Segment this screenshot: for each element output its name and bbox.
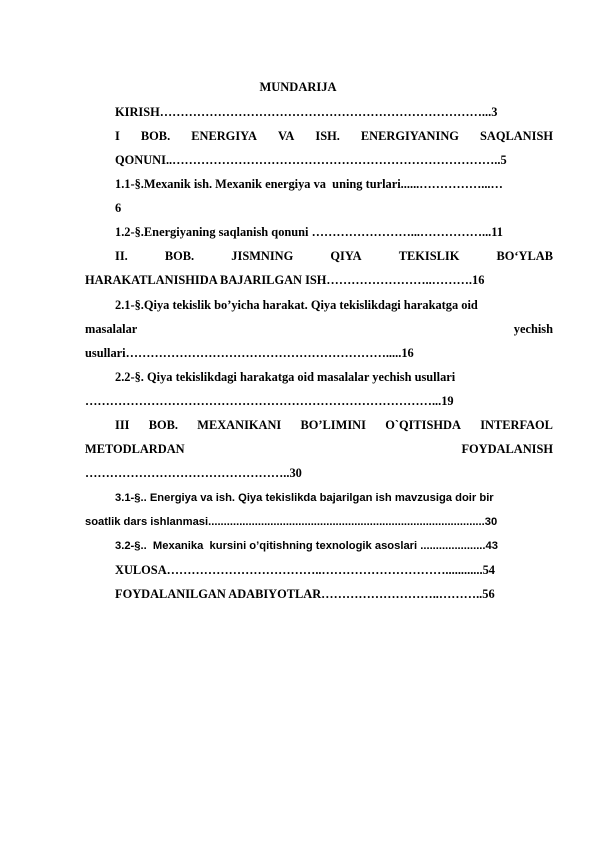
- toc-entry-s21-line2: [85, 322, 553, 336]
- toc-entry-s12: 1.2-§.Energiyaning saqlanish qonuni ……………………...……………...11: [115, 225, 503, 239]
- word: MEXANIKANI: [197, 418, 282, 432]
- word: II.: [115, 249, 128, 263]
- word: TEKISLIK: [398, 249, 460, 263]
- toc-entry-adabiyot: FOYDALANILGAN ADABIYOTLAR………………………..………..56: [115, 587, 495, 601]
- toc-entry-s11-line2: 6: [115, 201, 122, 215]
- toc-entry-bob1-line2: QONUNI..……………………………………………………………………..5: [115, 153, 507, 167]
- word: BO’LIMINI: [300, 418, 366, 432]
- toc-entry-s21-line1: 2.1-§.Qiya tekislik bo’yicha harakat. Qiya tekislikdagi harakatga oid: [115, 298, 478, 312]
- toc-entry-s22-line1: 2.2-§. Qiya tekislikdagi harakatga oid masalalar yechish usullari: [115, 370, 456, 384]
- toc-entry-bob3-line2: [85, 442, 553, 456]
- toc-entry-s11-line1: 1.1-§.Mexanik ish. Mexanik energiya va uning turlari......……………...…: [115, 177, 503, 191]
- word: BOB.: [164, 249, 195, 263]
- word: masalalar: [85, 322, 138, 336]
- toc-entry-s32: 3.2-§.. Mexanika kursini o’qitishning texnologik asoslari .....................43: [115, 540, 498, 552]
- toc-entry-bob2-line2: HARAKATLANISHIDA BAJARILGAN ISH……………………..……….16: [85, 273, 485, 287]
- word: VA: [277, 129, 295, 143]
- toc-entry-s22-line2: …………………………………………………………………………...19: [85, 394, 454, 408]
- page-title: MUNDARIJA: [259, 80, 337, 94]
- toc-entry-s31-line1: 3.1-§.. Energiya va ish. Qiya tekislikda bajarilgan ish mavzusiga doir bir: [115, 492, 494, 504]
- toc-entry-s21-line3: usullari……………………………………………………….....16: [85, 346, 414, 360]
- word: ENERGIYANING: [360, 129, 459, 143]
- word: QIYA: [330, 249, 362, 263]
- word: INTERFAOL: [480, 418, 553, 432]
- word: ISH.: [315, 129, 340, 143]
- word: BOB.: [148, 418, 178, 432]
- word: I: [115, 129, 120, 143]
- word: yechish: [513, 322, 553, 336]
- toc-entry-bob3-line1: [115, 418, 553, 432]
- word: BO‘YLAB: [496, 249, 553, 263]
- word: O`QITISHDA: [385, 418, 461, 432]
- toc-entry-s31-line2: soatlik dars ishlanmasi.........................................................................................30: [85, 516, 498, 528]
- word: ENERGIYA: [191, 129, 257, 143]
- toc-entry-bob2-line1: [115, 249, 553, 263]
- toc-entry-xulosa: XULOSA………………………………..…………………………............54: [115, 563, 495, 577]
- toc-entry-bob1-line1: [115, 129, 553, 143]
- word: SAQLANISH: [479, 129, 553, 143]
- word: FOYDALANISH: [461, 442, 553, 456]
- toc-entry-bob3-line3: …………………………………………..30: [85, 466, 302, 480]
- word: METODLARDAN: [85, 442, 185, 456]
- toc-entry-kirish: KIRISH……………………………………………………………………...3: [115, 105, 498, 119]
- word: BOB.: [140, 129, 171, 143]
- word: III: [115, 418, 130, 432]
- word: JISMNING: [231, 249, 294, 263]
